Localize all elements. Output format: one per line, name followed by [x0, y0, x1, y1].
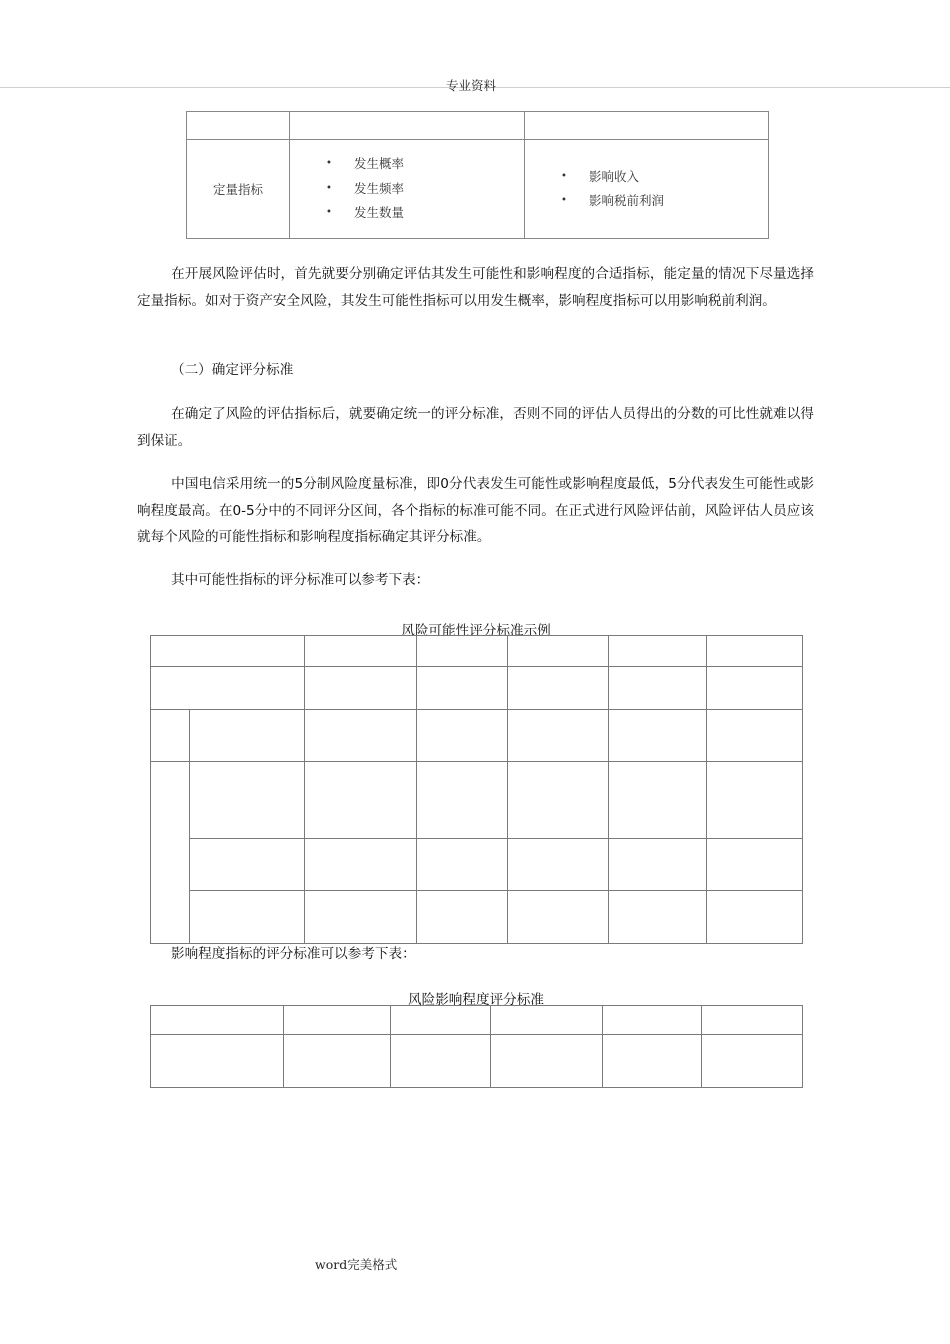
table-cell: [707, 891, 803, 944]
table-cell: [603, 1006, 702, 1035]
table-cell: [290, 112, 525, 140]
table-cell: [609, 710, 707, 762]
likelihood-scoring-table: [150, 635, 803, 944]
table-cell: [491, 1035, 603, 1088]
table-cell: [609, 667, 707, 710]
table-cell: [508, 762, 609, 839]
table-cell: [508, 710, 609, 762]
table-cell: [305, 839, 417, 891]
table-cell: [151, 667, 305, 710]
table-cell: [305, 891, 417, 944]
table-row: [151, 762, 803, 839]
impact-indicator-list: [525, 165, 768, 214]
table-cell: [305, 636, 417, 667]
table-cell: [707, 762, 803, 839]
table-cell: [190, 839, 305, 891]
bullet-icon: •: [561, 195, 567, 206]
table-cell: [305, 710, 417, 762]
indicator-table: [186, 111, 769, 239]
table-row: [151, 710, 803, 762]
table-cell: [508, 839, 609, 891]
table-cell: [190, 891, 305, 944]
paragraph-2: 在确定了风险的评估指标后，就要确定统一的评分标准，否则不同的评估人员得出的分数的可比性就难以得到保证。: [137, 406, 814, 449]
paragraph-5: 影响程度指标的评分标准可以参考下表：: [171, 946, 416, 962]
list-item: • 影响收入: [525, 165, 768, 190]
table-cell: [707, 667, 803, 710]
table-cell: [190, 710, 305, 762]
table-row: [151, 1035, 803, 1088]
table-cell: [305, 667, 417, 710]
table-cell: [609, 839, 707, 891]
page-footer: word完美格式: [315, 1257, 398, 1272]
paragraph-4: 其中可能性指标的评分标准可以参考下表：: [171, 572, 430, 588]
table-row: [187, 112, 769, 140]
table-cell: [525, 112, 769, 140]
table-cell: [417, 636, 508, 667]
table-cell: [151, 710, 190, 762]
table-cell: [417, 710, 508, 762]
table-cell: [391, 1035, 491, 1088]
table-row: [151, 839, 803, 891]
table-cell: [187, 112, 290, 140]
table-cell: [417, 891, 508, 944]
table-cell: [603, 1035, 702, 1088]
table-cell: [305, 762, 417, 839]
table-row: [151, 891, 803, 944]
table-cell: [190, 762, 305, 839]
paragraph-1: 在开展风险评估时，首先就要分别确定评估其发生可能性和影响程度的合适指标，能定量的情况下尽量选择定量指标。如对于资产安全风险，其发生可能性指标可以用发生概率，影响程度指标可以用影响税前利润。: [137, 266, 814, 309]
table-cell: [702, 1035, 803, 1088]
table-cell: [702, 1006, 803, 1035]
row-label-quantitative: 定量指标: [187, 140, 290, 239]
section-heading: （二）确定评分标准: [171, 362, 294, 378]
list-item: • 发生概率: [290, 152, 524, 177]
table-cell: [609, 891, 707, 944]
table-cell: [151, 1035, 284, 1088]
bullet-icon: •: [326, 207, 332, 219]
paragraph-3: 中国电信采用统一的5分制风险度量标准，即0分代表发生可能性或影响程度最低，5分代表发生可能性或影响程度最高。在0-5分中的不同评分区间，各个指标的标准可能不同。在正式进行风险评估前，风险评估人员应该就每个风险的可能性指标和影响程度指标确定其评分标准。: [137, 476, 814, 545]
table-row: [151, 636, 803, 667]
table-cell: [508, 891, 609, 944]
table-cell: [508, 636, 609, 667]
table-cell: [151, 636, 305, 667]
table-cell: [508, 667, 609, 710]
likelihood-indicators-cell: [290, 140, 525, 239]
page-header: 专业资料: [446, 78, 497, 93]
table-cell: [707, 839, 803, 891]
bullet-icon: •: [326, 158, 332, 170]
list-item: • 发生频率: [290, 177, 524, 202]
table-cell: [417, 667, 508, 710]
impact-scoring-table: [150, 1005, 803, 1088]
table-cell: [491, 1006, 603, 1035]
table-cell: [151, 762, 190, 944]
bullet-icon: •: [326, 182, 332, 194]
impact-indicators-cell: [525, 140, 769, 239]
table-cell: [707, 636, 803, 667]
table-cell: [284, 1006, 391, 1035]
table-cell: [609, 762, 707, 839]
impact-table-caption: 风险影响程度评分标准: [408, 992, 544, 1008]
table-cell: [417, 762, 508, 839]
table-cell: [284, 1035, 391, 1088]
table-row: [151, 667, 803, 710]
bullet-icon: •: [561, 170, 567, 182]
table-cell: [391, 1006, 491, 1035]
likelihood-indicator-list: [290, 152, 524, 226]
list-item: • 发生数量: [290, 201, 524, 226]
table-row: [187, 140, 769, 239]
likelihood-table-caption: 风险可能性评分标准示例: [401, 623, 551, 639]
table-cell: [151, 1006, 284, 1035]
table-row: [151, 1006, 803, 1035]
table-cell: [417, 839, 508, 891]
table-cell: [609, 636, 707, 667]
list-item: • 影响税前利润: [525, 189, 768, 214]
table-cell: [707, 710, 803, 762]
